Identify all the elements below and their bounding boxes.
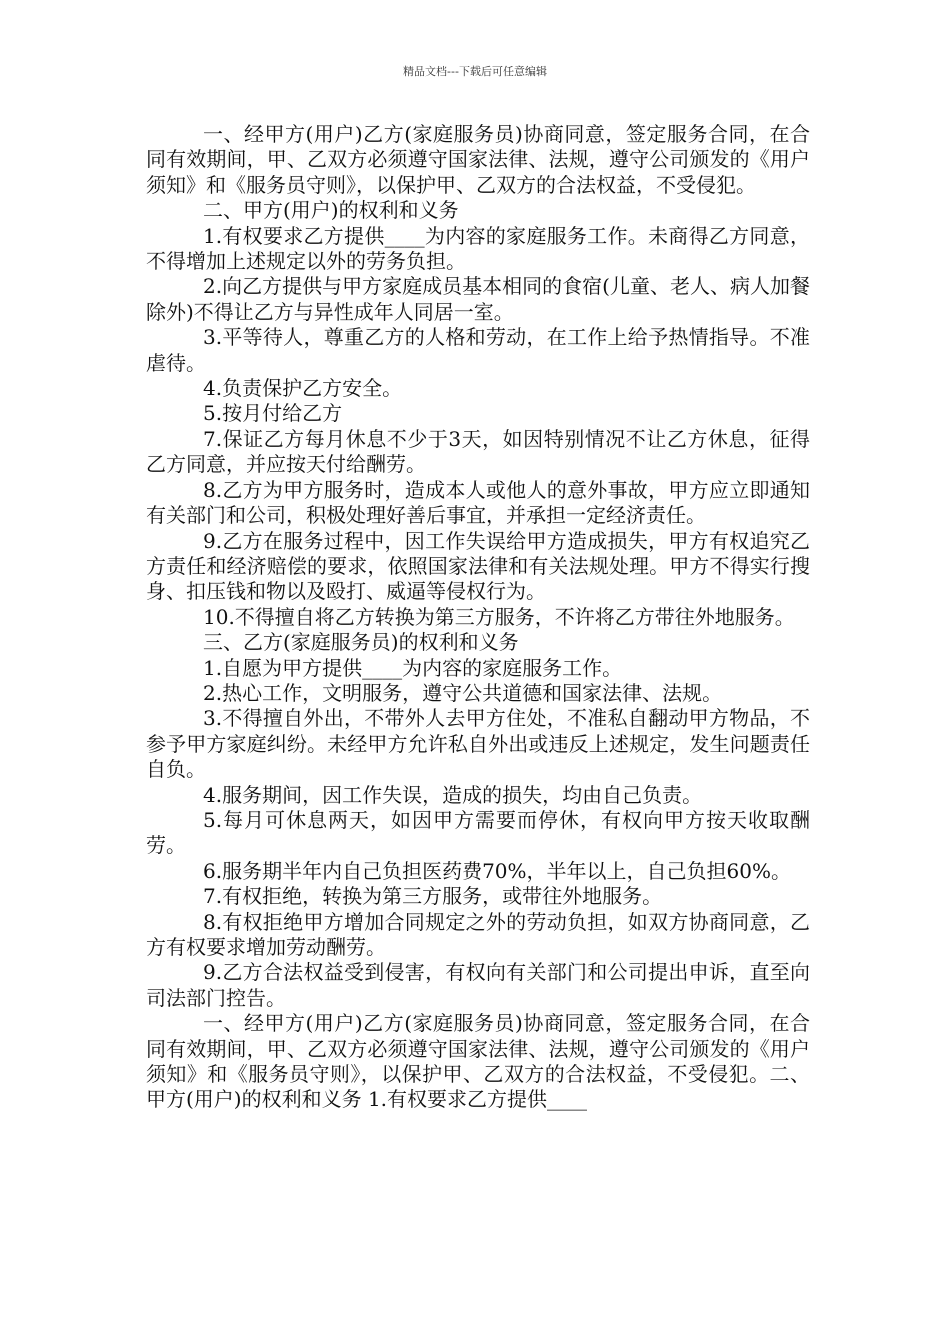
document-body — [146, 122, 810, 1113]
section-heading: 二、甲方(用户)的权利和义务 — [203, 198, 459, 223]
paragraph: 8.有权拒绝甲方增加合同规定之外的劳动负担，如双方协商同意，乙方有权要求增加劳动酬劳。 — [146, 909, 810, 959]
paragraph: 4.负责保护乙方安全。 — [203, 376, 403, 401]
paragraph: 3.不得擅自外出，不带外人去甲方住处，不准私自翻动甲方物品，不参予甲方家庭纠纷。未经甲方允许私自外出或违反上述规定，发生问题责任自负。 — [146, 706, 810, 782]
paragraph: 2.热心工作，文明服务，遵守公共道德和国家法律、法规。 — [203, 680, 723, 705]
paragraph: 9.乙方合法权益受到侵害，有权向有关部门和公司提出申诉，直至向司法部门控告。 — [146, 960, 810, 1010]
paragraph: 一、经甲方(用户)乙方(家庭服务员)协商同意，签定服务合同，在合同有效期间，甲、乙双方必须遵守国家法律、法规，遵守公司颁发的《用户须知》和《服务员守则》，以保护甲、乙双方的合法权益，不受侵犯。 — [146, 122, 810, 197]
paragraph: 9.乙方在服务过程中，因工作失误给甲方造成损失，甲方有权追究乙方责任和经济赔偿的要求，依照国家法律和有关法规处理。甲方不得实行搜身、扣压钱和物以及殴打、威逼等侵权行为。 — [146, 528, 810, 604]
paragraph: 5.按月付给乙方 — [203, 401, 343, 426]
paragraph: 5.每月可休息两天，如因甲方需要而停休，有权向甲方按天收取酬劳。 — [146, 807, 810, 858]
paragraph: 1.自愿为甲方提供____为内容的家庭服务工作。 — [203, 655, 623, 680]
paragraph: 3.平等待人，尊重乙方的人格和劳动，在工作上给予热情指导。不准虐待。 — [146, 325, 810, 375]
paragraph: 7.有权拒绝，转换为第三方服务，或带往外地服务。 — [203, 884, 663, 909]
paragraph: 1.有权要求乙方提供____为内容的家庭服务工作。未商得乙方同意，不得增加上述规定以外的劳务负担。 — [146, 223, 810, 274]
paragraph: 10.不得擅自将乙方转换为第三方服务，不许将乙方带往外地服务。 — [203, 604, 795, 629]
paragraph: 6.服务期半年内自己负担医药费70%，半年以上，自己负担60%。 — [203, 858, 791, 883]
paragraph: 4.服务期间，因工作失误，造成的损失，均由自己负责。 — [203, 782, 703, 807]
page-header: 精品文档---下载后可任意编辑 — [403, 65, 547, 78]
paragraph: 8.乙方为甲方服务时，造成本人或他人的意外事故，甲方应立即通知有关部门和公司，积极处理好善后事宜，并承担一定经济责任。 — [146, 477, 810, 528]
section-heading: 三、乙方(家庭服务员)的权利和义务 — [203, 630, 519, 655]
paragraph: 一、经甲方(用户)乙方(家庭服务员)协商同意，签定服务合同，在合同有效期间，甲、乙双方必须遵守国家法律、法规，遵守公司颁发的《用户须知》和《服务员守则》，以保护甲、乙双方的合法权益，不受侵犯。二、甲方(用户)的权利和义务 1.有权要求乙方提供____ — [146, 1011, 810, 1112]
paragraph: 7.保证乙方每月休息不少于3天，如因特别情况不让乙方休息，征得乙方同意，并应按天付给酬劳。 — [146, 426, 810, 477]
paragraph: 2.向乙方提供与甲方家庭成员基本相同的食宿(儿童、老人、病人加餐除外)不得让乙方与异性成年人同居一室。 — [146, 274, 810, 324]
